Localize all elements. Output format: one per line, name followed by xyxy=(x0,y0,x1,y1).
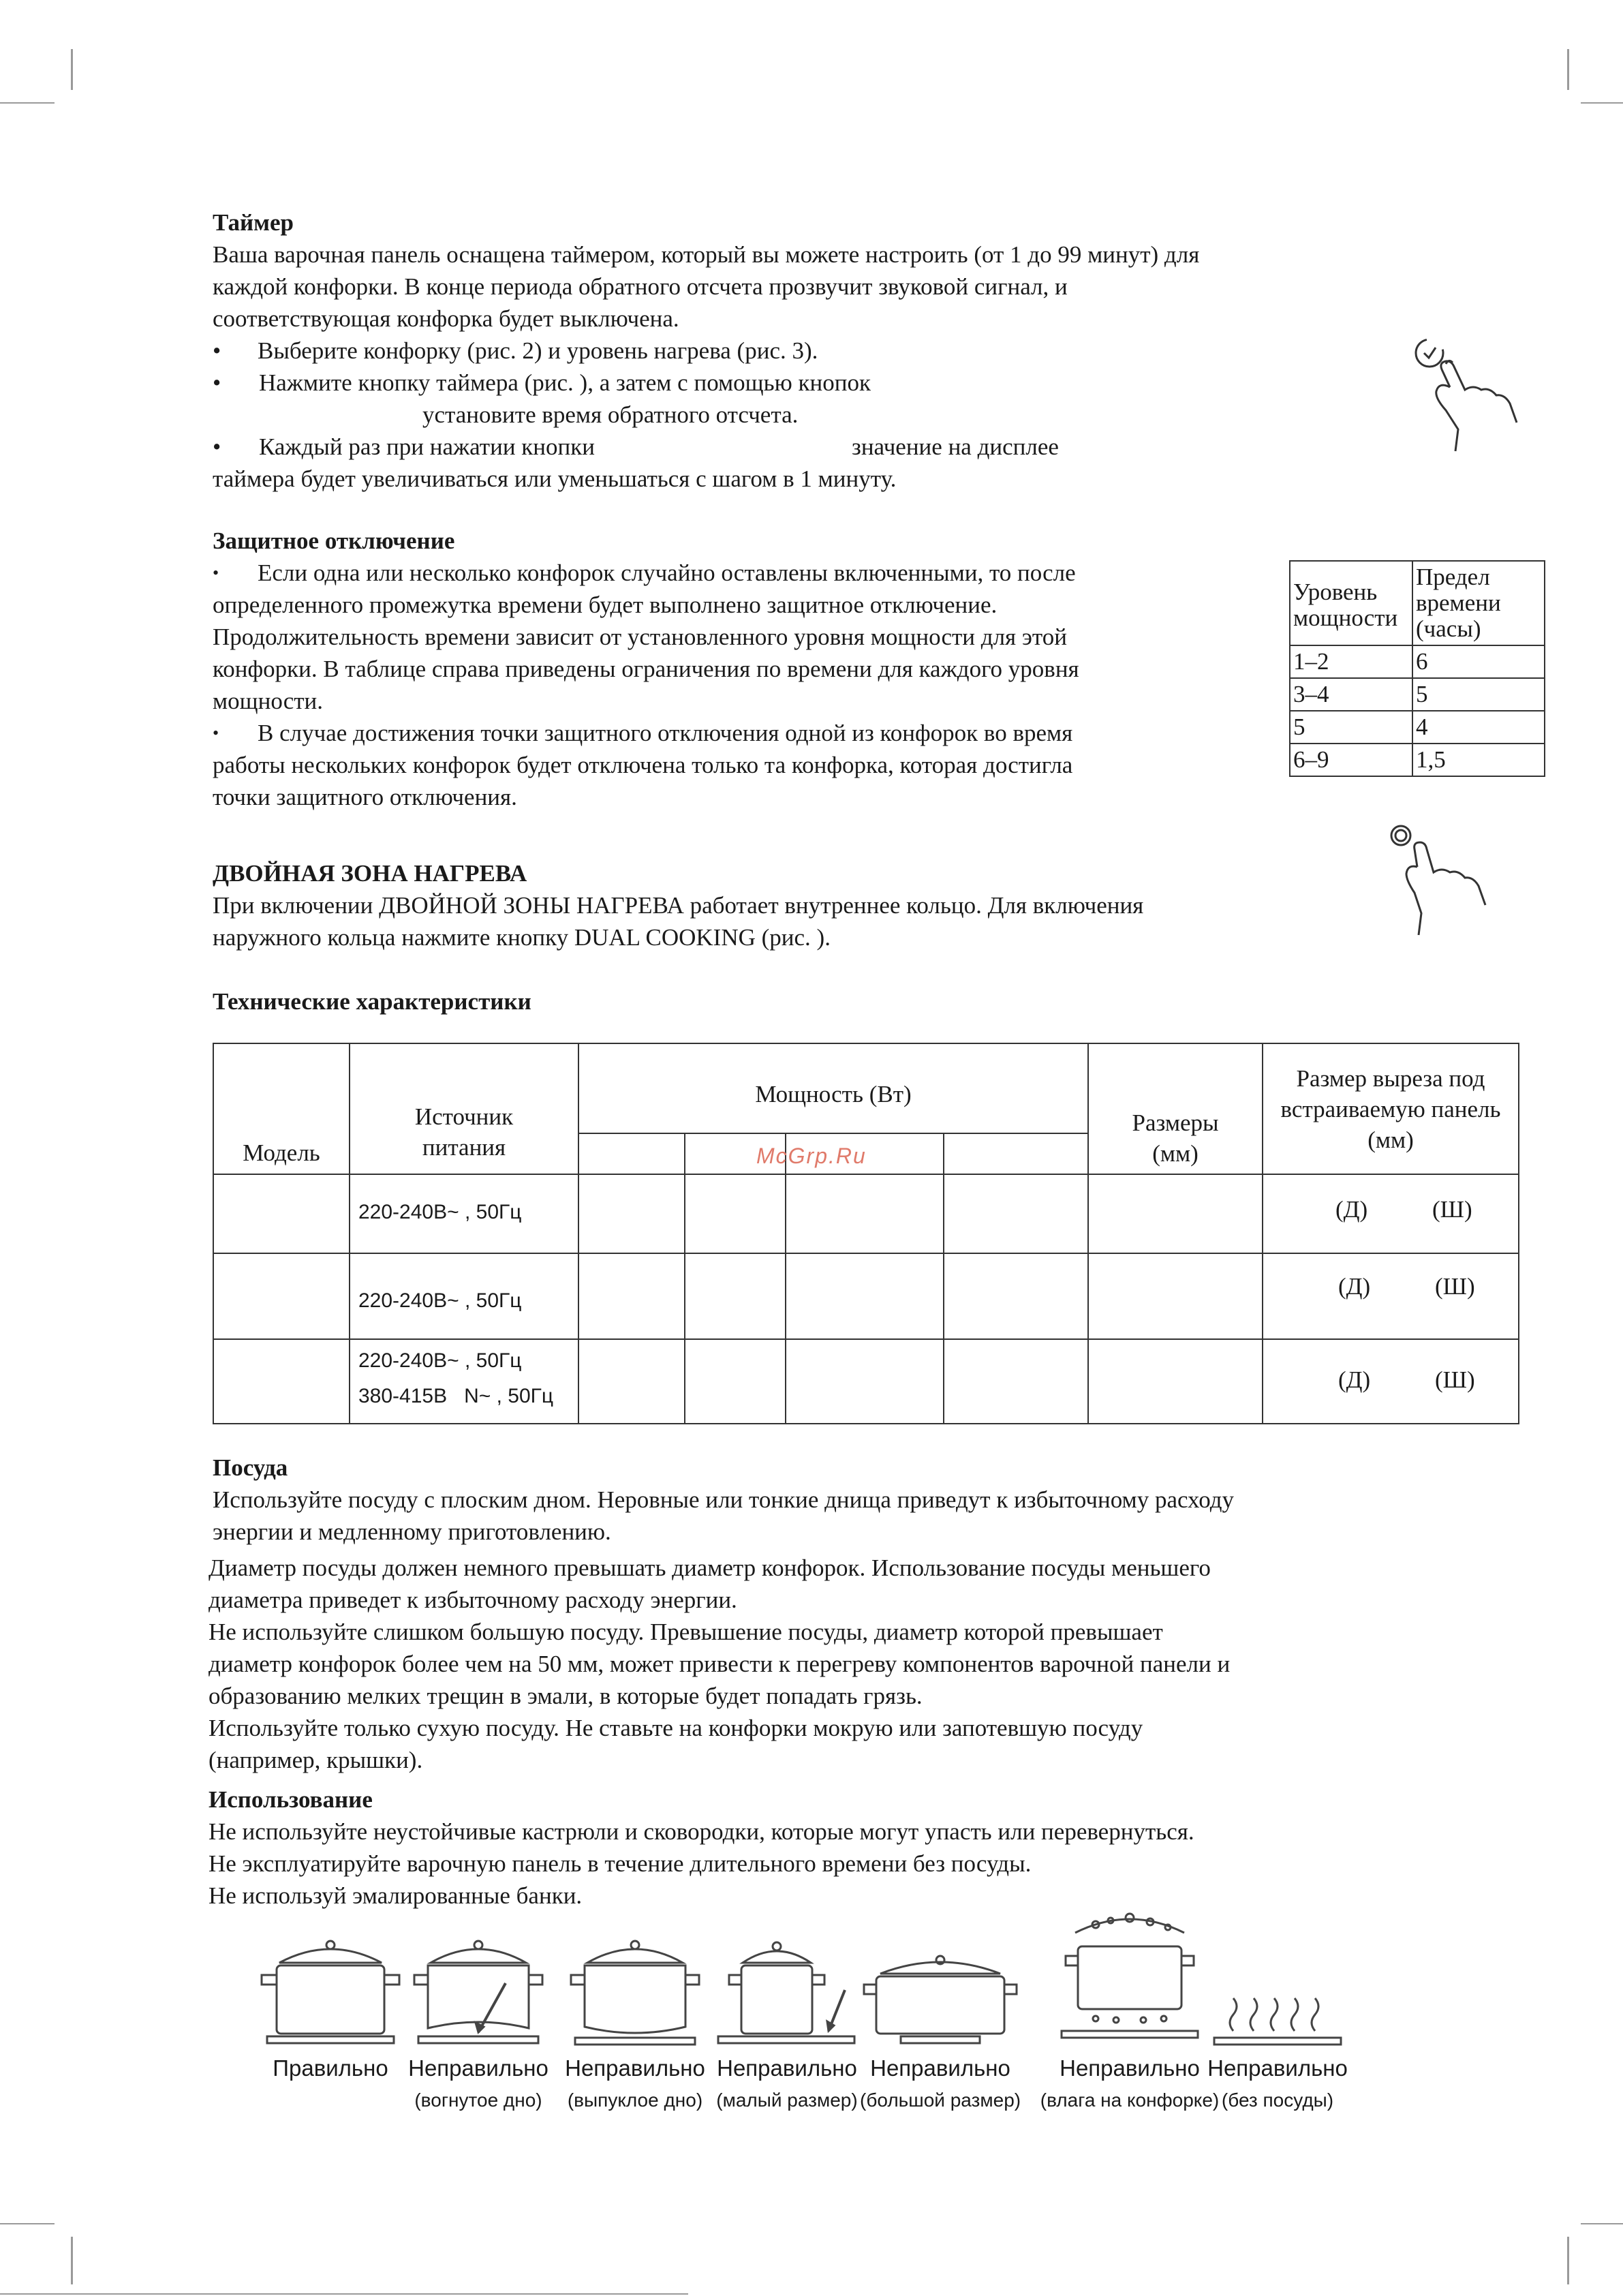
crop-mark xyxy=(0,2223,55,2224)
cookware-line: Не используйте слишком большую посуду. Превышение посуды, диаметр которой превышает xyxy=(208,1619,1163,1645)
pot-concave-bottom-icon xyxy=(403,1935,553,2051)
table-cell-cutout-length: (Д) xyxy=(1338,1366,1371,1393)
crop-mark xyxy=(1581,2223,1623,2224)
usage-line: Не используйте неустойчивые кастрюли и сковородки, которые могут упасть или перевернуться. xyxy=(208,1818,1194,1845)
table-border xyxy=(578,1133,1089,1134)
table-cell-hours: 1,5 xyxy=(1412,744,1545,776)
timer-heading: Таймер xyxy=(213,209,294,236)
table-cell-cutout-width: (Ш) xyxy=(1432,1196,1472,1223)
dual-zone-line: При включении ДВОЙНОЙ ЗОНЫ НАГРЕВА работает внутреннее кольцо. Для включения xyxy=(213,892,1144,919)
table-header-cutout: Размер выреза под встраиваемую панель (мм) xyxy=(1280,1065,1501,1153)
cookware-heading: Посуда xyxy=(213,1454,288,1481)
table-header-power: Мощность (Вт) xyxy=(755,1080,912,1107)
pot-large-size-icon xyxy=(860,1935,1021,2051)
timer-step: Каждый раз при нажатии кнопки xyxy=(259,433,596,460)
table-header-model: Модель xyxy=(243,1139,320,1166)
table-cell-supply: 220-240В~ , 50Гц xyxy=(358,1289,522,1312)
table-border xyxy=(213,1043,214,1424)
safety-text-line: работы нескольких конфорок будет отключена только та конфорка, которая достигла xyxy=(213,752,1073,778)
timer-touch-icon xyxy=(1410,334,1526,453)
safety-text-line: В случае достижения точки защитного отключения одной из конфорок во время xyxy=(258,720,1073,746)
illustration-sublabel: (малый размер) xyxy=(716,2090,858,2111)
bullet-icon: • xyxy=(213,369,221,396)
safety-text-line: Если одна или несколько конфорок случайно оставлены включенными, то после xyxy=(258,560,1076,586)
table-border xyxy=(213,1174,1519,1175)
crop-mark xyxy=(1581,102,1623,104)
table-border xyxy=(1087,1043,1089,1424)
table-border xyxy=(785,1133,786,1424)
bullet-icon: • xyxy=(213,337,221,364)
illustration-label: Неправильно xyxy=(717,2055,857,2081)
table-cell-hours: 6 xyxy=(1412,645,1545,678)
table-header-dimensions: Размеры (мм) xyxy=(1132,1109,1219,1167)
safety-text-line: конфорки. В таблице справа приведены ограничения по времени для каждого уровня xyxy=(213,656,1079,682)
table-header-power-source: Источник питания xyxy=(414,1103,514,1161)
burner-no-pot-icon xyxy=(1206,1990,1349,2051)
cookware-line: диаметра приведет к избыточному расходу энергии. xyxy=(208,1587,737,1613)
illustration-label: Неправильно xyxy=(1060,2055,1200,2081)
table-cell-cutout-length: (Д) xyxy=(1335,1196,1368,1223)
safety-limits-table xyxy=(1289,560,1545,777)
illustration-sublabel: (большой размер) xyxy=(860,2090,1021,2111)
usage-line: Не эксплуатируйте варочную панель в течение длительного времени без посуды. xyxy=(208,1850,1032,1877)
usage-heading: Использование xyxy=(208,1786,373,1813)
bullet-icon: • xyxy=(213,723,219,743)
crop-mark xyxy=(1567,2237,1569,2284)
table-row xyxy=(1290,645,1545,678)
illustration-label: Неправильно xyxy=(408,2055,548,2081)
dual-zone-heading: ДВОЙНАЯ ЗОНА НАГРЕВА xyxy=(213,860,527,887)
dual-touch-icon xyxy=(1383,818,1499,937)
table-cell-cutout-length: (Д) xyxy=(1338,1273,1371,1300)
crop-mark xyxy=(0,2293,688,2295)
table-border xyxy=(943,1133,944,1424)
cookware-line: Используйте только сухую посуду. Не ставьте на конфорки мокрую или запотевшую посуду xyxy=(208,1715,1143,1741)
timer-step: таймера будет увеличиваться или уменьшаться с шагом в 1 минуту. xyxy=(213,465,897,492)
table-cell-level: 6–9 xyxy=(1290,744,1412,776)
watermark: McGrp.Ru xyxy=(756,1144,867,1168)
timer-intro-line: соответствующая конфорка будет выключена. xyxy=(213,305,679,332)
pot-correct-icon xyxy=(252,1935,409,2051)
table-cell-supply: 220-240В~ , 50Гц xyxy=(358,1349,522,1372)
crop-mark xyxy=(0,102,55,104)
table-border xyxy=(213,1253,1519,1254)
table-cell-hours: 4 xyxy=(1412,711,1545,744)
cookware-line: образованию мелких трещин в эмали, в которые будет попадать грязь. xyxy=(208,1683,923,1709)
table-border xyxy=(213,1423,1519,1424)
table-cell-cutout-width: (Ш) xyxy=(1435,1366,1475,1393)
table-row xyxy=(1290,678,1545,711)
timer-intro-line: каждой конфорки. В конце периода обратного отсчета прозвучит звуковой сигнал, и xyxy=(213,273,1068,300)
safety-text-line: мощности. xyxy=(213,688,324,714)
bullet-icon: • xyxy=(213,563,219,583)
table-cell-level: 1–2 xyxy=(1290,645,1412,678)
illustration-label: Неправильно xyxy=(1207,2055,1348,2081)
crop-mark xyxy=(1567,49,1569,90)
cookware-line: Диаметр посуды должен немного превышать диаметр конфорок. Использование посуды меньшего xyxy=(208,1555,1211,1581)
timer-step: Нажмите кнопку таймера (рис. ), а затем с помощью кнопок xyxy=(259,369,871,396)
crop-mark xyxy=(71,2237,73,2284)
specs-heading: Технические характеристики xyxy=(213,988,531,1015)
illustration-sublabel: (вогнутое дно) xyxy=(414,2090,542,2111)
illustration-sublabel: (влага на конфорке) xyxy=(1040,2090,1220,2111)
table-header-level: Уровень мощности xyxy=(1290,561,1412,645)
safety-text-line: Продолжительность времени зависит от установленного уровня мощности для этой xyxy=(213,624,1067,650)
timer-step: Выберите конфорку (рис. 2) и уровень нагрева (рис. 3). xyxy=(258,337,818,364)
crop-mark xyxy=(71,49,73,90)
illustration-label: Неправильно xyxy=(870,2055,1010,2081)
cookware-line: (например, крышки). xyxy=(208,1747,423,1773)
timer-step: установите время обратного отсчета. xyxy=(422,401,799,428)
table-row xyxy=(1290,711,1545,744)
specs-table xyxy=(213,1043,1519,1424)
safety-text-line: точки защитного отключения. xyxy=(213,784,517,810)
table-cell-hours: 5 xyxy=(1412,678,1545,711)
table-cell-cutout-width: (Ш) xyxy=(1435,1273,1475,1300)
timer-intro-line: Ваша варочная панель оснащена таймером, который вы можете настроить (от 1 до 99 минут) для xyxy=(213,241,1200,268)
usage-line: Не используй эмалированные банки. xyxy=(208,1882,583,1909)
table-cell-level: 3–4 xyxy=(1290,678,1412,711)
dual-zone-line: наружного кольца нажмите кнопку DUAL COOKING (рис. ). xyxy=(213,924,831,951)
safety-text-line: определенного промежутка времени будет выполнено защитное отключение. xyxy=(213,592,998,618)
table-header-row xyxy=(1290,561,1545,645)
pot-small-size-icon xyxy=(709,1935,865,2051)
safety-heading: Защитное отключение xyxy=(213,527,455,554)
table-header-time: Предел времени (часы) xyxy=(1412,561,1545,645)
illustration-sublabel: (выпуклое дно) xyxy=(567,2090,703,2111)
table-border xyxy=(213,1338,1519,1340)
table-cell-level: 5 xyxy=(1290,711,1412,744)
cookware-line: Используйте посуду с плоским дном. Неровные или тонкие днища приведут к избыточному расходу xyxy=(213,1486,1235,1513)
table-border xyxy=(684,1133,685,1424)
pot-convex-bottom-icon xyxy=(560,1935,710,2051)
illustration-sublabel: (без посуды) xyxy=(1221,2090,1334,2111)
table-cell-supply: 380-415В N~ , 50Гц xyxy=(358,1385,554,1407)
table-cell-supply: 220-240В~ , 50Гц xyxy=(358,1201,522,1223)
cookware-line: энергии и медленному приготовлению. xyxy=(213,1518,611,1545)
cookware-line: диаметр конфорок более чем на 50 мм, может привести к перегреву компонентов варочной панели и xyxy=(208,1651,1231,1677)
table-row xyxy=(1290,744,1545,776)
table-border xyxy=(1518,1043,1519,1424)
pot-wet-burner-icon xyxy=(1048,1908,1211,2051)
bullet-icon: • xyxy=(213,433,221,460)
timer-step: значение на дисплее xyxy=(852,433,1059,460)
illustration-label: Неправильно xyxy=(565,2055,705,2081)
illustration-label: Правильно xyxy=(273,2055,388,2081)
